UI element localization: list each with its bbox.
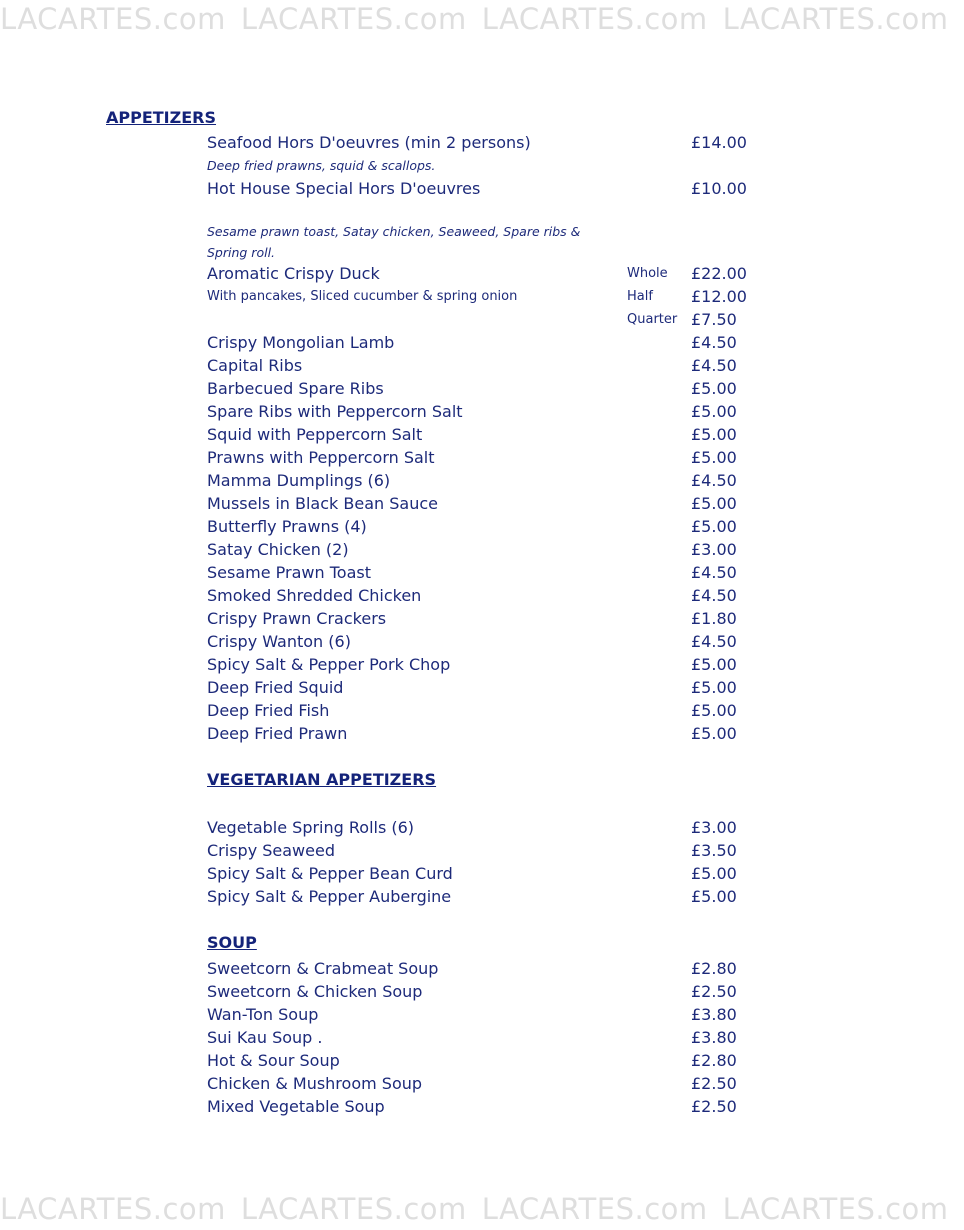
item-price: £2.80 (691, 959, 737, 978)
item-name: Prawns with Peppercorn Salt (207, 448, 435, 467)
item-name: Mamma Dumplings (6) (207, 471, 391, 490)
item-price: £12.00 (691, 287, 747, 306)
item-price: £5.00 (691, 494, 737, 513)
menu-item (207, 653, 767, 676)
menu-item (207, 862, 767, 885)
menu-item (207, 377, 767, 400)
item-price: £2.50 (691, 1097, 737, 1116)
menu-item (207, 446, 767, 469)
watermark-text: LACARTES.com (722, 1192, 949, 1226)
menu-item-duck-half (207, 285, 767, 308)
item-name: Smoked Shredded Chicken (207, 586, 422, 605)
item-price: £5.00 (691, 678, 737, 697)
item-name: Satay Chicken (2) (207, 540, 349, 559)
item-price: £7.50 (691, 310, 737, 329)
item-price: £5.00 (691, 864, 737, 883)
menu-item-seafood (207, 131, 767, 154)
watermark-text: LACARTES.com (0, 1192, 226, 1226)
watermark-text: LACARTES.com (240, 1192, 467, 1226)
item-name: Spare Ribs with Peppercorn Salt (207, 402, 463, 421)
item-name: Crispy Seaweed (207, 841, 335, 860)
menu-item (207, 469, 767, 492)
item-price: £5.00 (691, 379, 737, 398)
item-price: £5.00 (691, 887, 737, 906)
item-name: Sweetcorn & Chicken Soup (207, 982, 423, 1001)
item-name: Deep Fried Prawn (207, 724, 348, 743)
item-price: £3.00 (691, 818, 737, 837)
menu-item (207, 1026, 767, 1049)
menu-item (207, 957, 767, 980)
item-price: £5.00 (691, 517, 737, 536)
item-description: Sesame prawn toast, Satay chicken, Seaweed, Spare ribs & Spring roll. (207, 224, 581, 260)
item-name: Hot & Sour Soup (207, 1051, 340, 1070)
item-name: Sesame Prawn Toast (207, 563, 371, 582)
item-price: £1.80 (691, 609, 737, 628)
menu-item (207, 630, 767, 653)
item-name: Wan-Ton Soup (207, 1005, 319, 1024)
menu-item (207, 722, 767, 745)
watermark-text: LACARTES.com (722, 2, 949, 36)
watermark-top (0, 2, 949, 36)
item-name: Crispy Prawn Crackers (207, 609, 387, 628)
menu-item (207, 331, 767, 354)
watermark-bottom (0, 1192, 949, 1226)
menu-item (207, 423, 767, 446)
item-name: Seafood Hors D'oeuvres (min 2 persons) (207, 133, 531, 152)
menu-item-duck (207, 262, 767, 285)
item-price: £14.00 (691, 133, 747, 152)
item-price: £2.50 (691, 982, 737, 1001)
item-price: £4.50 (691, 632, 737, 651)
item-name: Spicy Salt & Pepper Pork Chop (207, 655, 451, 674)
item-price: £3.80 (691, 1005, 737, 1024)
menu-item (207, 561, 767, 584)
portion-label: Whole (627, 266, 668, 281)
item-name: Barbecued Spare Ribs (207, 379, 384, 398)
item-price: £4.50 (691, 333, 737, 352)
item-price: £4.50 (691, 563, 737, 582)
item-price: £10.00 (691, 179, 747, 198)
item-name: Sui Kau Soup . (207, 1028, 323, 1047)
item-price: £5.00 (691, 448, 737, 467)
menu-item (207, 584, 767, 607)
item-price: £4.50 (691, 471, 737, 490)
portion-label: Half (627, 289, 653, 304)
item-price: £2.50 (691, 1074, 737, 1093)
item-price: £5.00 (691, 402, 737, 421)
item-description: Deep fried prawns, squid & scallops. (207, 158, 436, 173)
menu-item (207, 607, 767, 630)
item-price: £5.00 (691, 425, 737, 444)
item-name: Deep Fried Squid (207, 678, 344, 697)
menu-item-duck-quarter (207, 308, 767, 331)
item-name: Chicken & Mushroom Soup (207, 1074, 423, 1093)
item-name: Vegetable Spring Rolls (6) (207, 818, 415, 837)
item-name: Mussels in Black Bean Sauce (207, 494, 438, 513)
item-price: £3.80 (691, 1028, 737, 1047)
item-price: £3.00 (691, 540, 737, 559)
watermark-text: LACARTES.com (481, 2, 708, 36)
item-price: £5.00 (691, 701, 737, 720)
item-price: £4.50 (691, 586, 737, 605)
item-name: Deep Fried Fish (207, 701, 330, 720)
menu-item (207, 676, 767, 699)
item-name: Mixed Vegetable Soup (207, 1097, 385, 1116)
item-name: Spicy Salt & Pepper Aubergine (207, 887, 452, 906)
item-name: Crispy Wanton (6) (207, 632, 351, 651)
menu-item (207, 515, 767, 538)
portion-label: Quarter (627, 312, 678, 327)
item-price: £22.00 (691, 264, 747, 283)
item-price: £2.80 (691, 1051, 737, 1070)
item-description: With pancakes, Sliced cucumber & spring onion (207, 289, 518, 304)
item-name: Sweetcorn & Crabmeat Soup (207, 959, 439, 978)
menu-item (207, 538, 767, 561)
item-price: £5.00 (691, 724, 737, 743)
menu-item (207, 1072, 767, 1095)
item-name: Butterfly Prawns (4) (207, 517, 367, 536)
menu-item (207, 699, 767, 722)
item-name: Hot House Special Hors D'oeuvres (207, 179, 481, 198)
menu-item (207, 816, 767, 839)
item-price: £5.00 (691, 655, 737, 674)
menu-item (207, 1095, 767, 1118)
watermark-text: LACARTES.com (240, 2, 467, 36)
menu-item (207, 980, 767, 1003)
watermark-text: LACARTES.com (481, 1192, 708, 1226)
menu-item-special (207, 177, 767, 200)
item-price: £3.50 (691, 841, 737, 860)
menu-item (207, 885, 767, 908)
menu-item (207, 400, 767, 423)
item-name: Squid with Peppercorn Salt (207, 425, 423, 444)
menu-item (207, 492, 767, 515)
item-price: £4.50 (691, 356, 737, 375)
menu-item (207, 839, 767, 862)
appetizers-heading: APPETIZERS (106, 108, 217, 127)
item-name: Spicy Salt & Pepper Bean Curd (207, 864, 453, 883)
soup-heading: SOUP (207, 933, 257, 952)
menu-item (207, 1049, 767, 1072)
menu-item (207, 354, 767, 377)
item-name: Crispy Mongolian Lamb (207, 333, 395, 352)
vegetarian-heading: VEGETARIAN APPETIZERS (207, 770, 437, 789)
menu-item (207, 1003, 767, 1026)
watermark-text: LACARTES.com (0, 2, 226, 36)
item-name: Aromatic Crispy Duck (207, 264, 380, 283)
item-name: Capital Ribs (207, 356, 303, 375)
